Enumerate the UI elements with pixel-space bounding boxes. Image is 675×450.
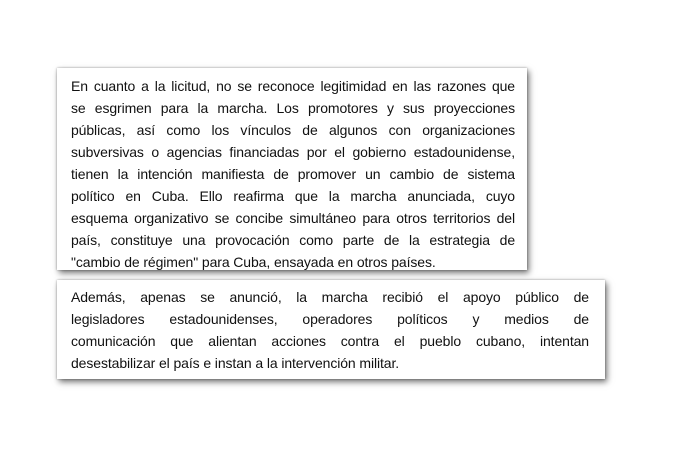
paragraph-2-line-3: comunicación que alientan acciones contra el pueblo cubano, intentan — [71, 333, 589, 349]
paragraph-2-line-2: legisladores estadounidenses, operadores políticos y medios de — [71, 311, 589, 327]
paragraph-2-line-1: Además, apenas se anunció, la marcha recibió el apoyo público de — [71, 289, 589, 305]
paragraph-1-line-8: país, constituye una provocación como parte de la estrategia de — [71, 232, 515, 248]
paragraph-1-line-9: "cambio de régimen" para Cuba, ensayada en otros países. — [71, 254, 436, 270]
paragraph-1-line-4: subversivas o agencias financiadas por el gobierno estadounidense, — [71, 144, 515, 160]
paragraph-1-line-5: tienen la intención manifiesta de promover un cambio de sistema — [71, 166, 515, 182]
document-clipping-paragraph-2 — [57, 280, 605, 379]
paragraph-2-line-4: desestabilizar el país e instan a la intervención militar. — [71, 355, 400, 371]
paragraph-1-line-6: político en Cuba. Ello reafirma que la marcha anunciada, cuyo — [71, 188, 515, 204]
paragraph-1-line-2: se esgrimen para la marcha. Los promotores y sus proyecciones — [71, 100, 515, 116]
paragraph-1-line-7: esquema organizativo se concibe simultáneo para otros territorios del — [71, 210, 515, 226]
paragraph-1-line-1: En cuanto a la licitud, no se reconoce legitimidad en las razones que — [71, 78, 515, 94]
paragraph-1-line-3: públicas, así como los vínculos de algunos con organizaciones — [71, 122, 515, 138]
document-clipping-paragraph-1 — [57, 68, 527, 270]
